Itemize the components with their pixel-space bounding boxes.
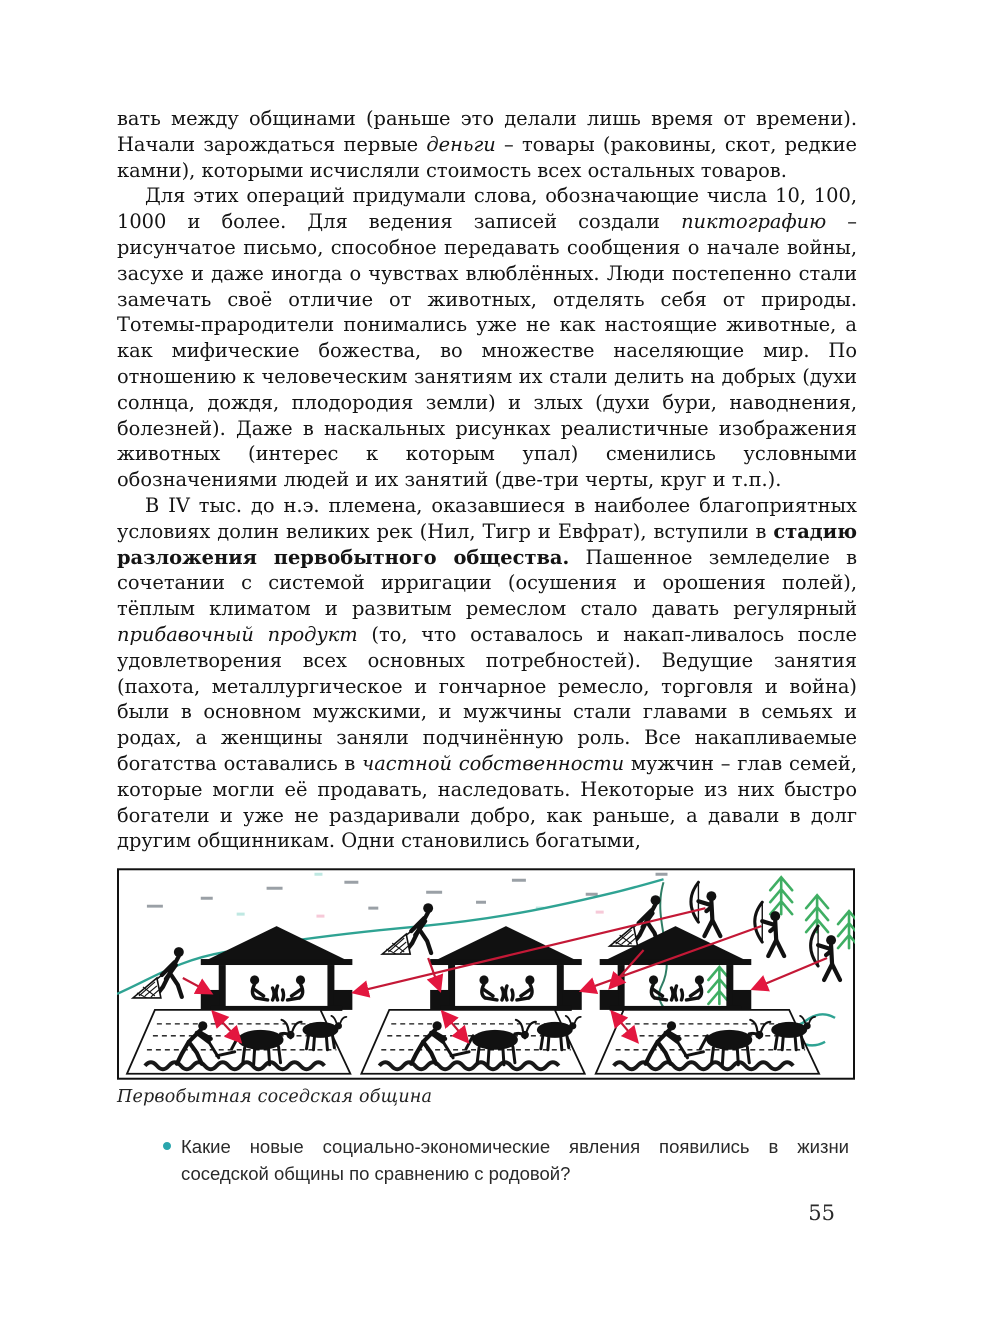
field-2 (361, 1010, 584, 1074)
paragraph: В IV тыс. до н.э. племена, оказавшиеся в наиболее благоприятных условиях долин великих рек (Нил, Тигр и Евфрат), вступили в стадию разложения первобытного общества. Пашенное земледелие в сочетании с системой ирригации (осушения и орошения полей), тёплым климатом и развитым ремеслом стало давать регулярный прибавочный продукт (то, что оставалось и накап-ливалось после удовлетворения всех основных потребностей). Ведущие занятия (пахота, металлургическое и гончарное ремесло, торговля и война) были в основном мужскими, и мужчины стали главами в семьях и родах, а женщины заняли подчинённую роль. Все накапливаемые богатства оставались в частной собственности мужчин – глав семей, которые могли её продавать, наследовать. Некоторые из них быстро богатели и уже не раздаривали добро, как раньше, а давали в долг другим общинникам. Одни становились богатыми, (117, 493, 857, 853)
field-1 (127, 1010, 350, 1074)
page-content (117, 106, 857, 1187)
bullet-icon (163, 1142, 171, 1150)
question-text: Какие новые социально-экономические явления появились в жизни соседской общины по сравнению с родовой? (181, 1136, 849, 1185)
paragraph: вать между общинами (раньше это делали лишь время от времени). Начали зарождаться первые деньги – товары (раковины, скот, редкие камни), которыми исчисляли стоимость всех остальных товаров. (117, 107, 857, 182)
fields (127, 1010, 819, 1074)
illustration-svg (117, 868, 855, 1080)
field-3 (596, 1010, 819, 1074)
paragraph: Для этих операций придумали слова, обозначающие числа 10, 100, 1000 и более. Для ведения записей создали пиктографию – рисунчатое письмо, способное передавать сообщения о начале войны, засухе и даже иногда о чувствах влюблённых. Люди постепенно стали замечать своё отличие от животных, отделять себя от природы. Тотемы-прародители понимались уже не как настоящие животные, а как мифические божества, во множестве населяющие мир. По отношению к человеческим занятиям их стали делить на добрых (духи солнца, дождя, плодородия земли) и злых (духи бури, наводнения, болезней). Даже в наскальных рисунках реалистичные изображения животных (интерес к которым упал) сменились условными обозначениями людей и их занятий (две-три черты, круг и т.п.). (117, 184, 857, 492)
illustration (117, 868, 855, 1080)
paragraphs (117, 106, 857, 854)
figure-neighbor-community (117, 868, 857, 1107)
question-block (163, 1133, 857, 1187)
page-number: 55 (808, 1201, 835, 1225)
figure-caption: Первобытная соседская община (117, 1087, 433, 1108)
